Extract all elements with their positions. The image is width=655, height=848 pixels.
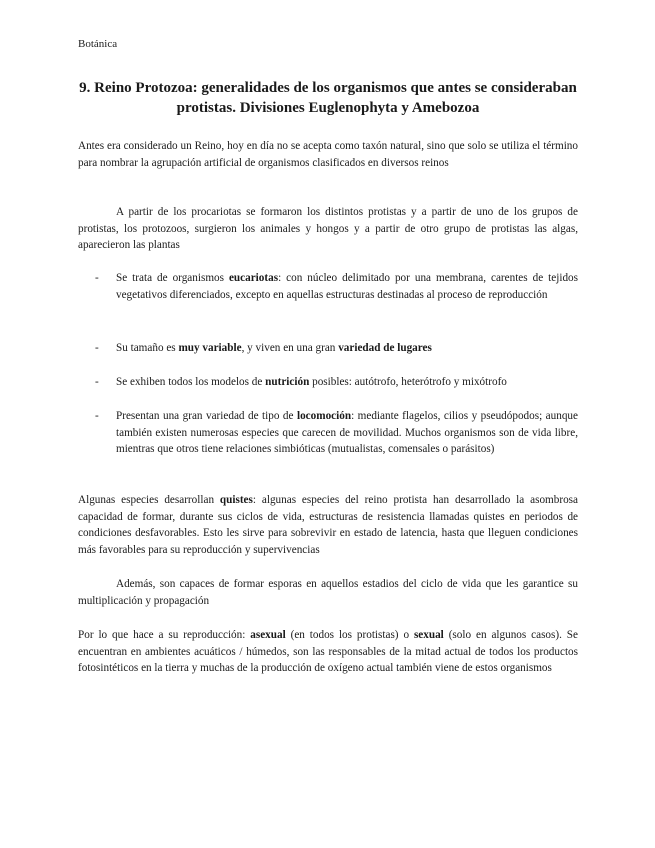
bold-term: asexual <box>250 629 286 641</box>
bullet-dash: - <box>95 376 99 388</box>
bold-term: nutrición <box>265 376 310 388</box>
quistes-paragraph: Algunas especies desarrollan quistes: algunas especies del reino protista han desarrollado la asombrosa capacidad de formar, durante sus ciclos de vida, estructuras de resistencia llamadas quistes en periodos de condiciones desfavorables. Esto les sirve para sobrevivir en estado de latencia, hasta que lleguen condiciones más favorables para su reproducción y supervivencias <box>78 494 578 556</box>
bullet-tamano: - Su tamaño es muy variable, y viven en una gran variedad de lugares <box>95 340 578 357</box>
page-header: Botánica <box>78 38 118 50</box>
esporas-paragraph: Además, son capaces de formar esporas en aquellos estadios del ciclo de vida que les garantice su multiplicación y propagación <box>78 578 578 607</box>
page-title: 9. Reino Protozoa: generalidades de los organismos que antes se consideraban protistas. Divisiones Euglenophyta y Amebozoa <box>79 80 577 116</box>
origin-paragraph: A partir de los procariotas se formaron los distintos protistas y a partir de uno de los grupos de protistas, los protozoos, surgieron los animales y hongos y a partir de otro grupo de protistas las algas, aparecieron las plantas <box>78 206 578 251</box>
reproduccion-paragraph: Por lo que hace a su reproducción: asexual (en todos los protistas) o sexual (solo en algunos casos). Se encuentran en ambientes acuáticos / húmedos, son las responsables de la mitad actual de todos los productos fotosintéticos en la tierra y muchas de la producción de oxígeno actual también viene de estos organismos <box>78 629 578 674</box>
bullet-eucariotas: - Se trata de organismos eucariotas: con núcleo delimitado por una membrana, carentes de tejidos vegetativos diferenciados, excepto en aquellas estructuras destinadas al proceso de reproducción <box>95 272 578 301</box>
bullet-dash: - <box>95 410 99 422</box>
bullet-dash: - <box>95 272 99 284</box>
bullet-nutricion: - Se exhiben todos los modelos de nutrición posibles: autótrofo, heterótrofo y mixótrofo <box>95 374 578 391</box>
bold-term: quistes <box>219 494 253 506</box>
bold-term: locomoción <box>296 410 352 422</box>
bold-term: muy variable <box>178 342 242 354</box>
bullet-locomocion: - Presentan una gran variedad de tipo de locomoción: mediante flagelos, cilios y pseudópodos; aunque también existen numerosas especies que carecen de movilidad. Muchos organismos son de vida libre, mientras que otros tiene relaciones simbióticas (mutualistas, comensales o parásitos) <box>95 410 578 455</box>
bold-term: variedad de lugares <box>338 342 432 354</box>
bullet-dash: - <box>95 342 99 354</box>
bold-term: sexual <box>413 629 444 641</box>
intro-paragraph: Antes era considerado un Reino, hoy en día no se acepta como taxón natural, sino que solo se utiliza el término para nombrar la agrupación artificial de organismos clasificados en diversos reinos <box>78 140 578 169</box>
bold-term: eucariotas <box>228 272 279 284</box>
